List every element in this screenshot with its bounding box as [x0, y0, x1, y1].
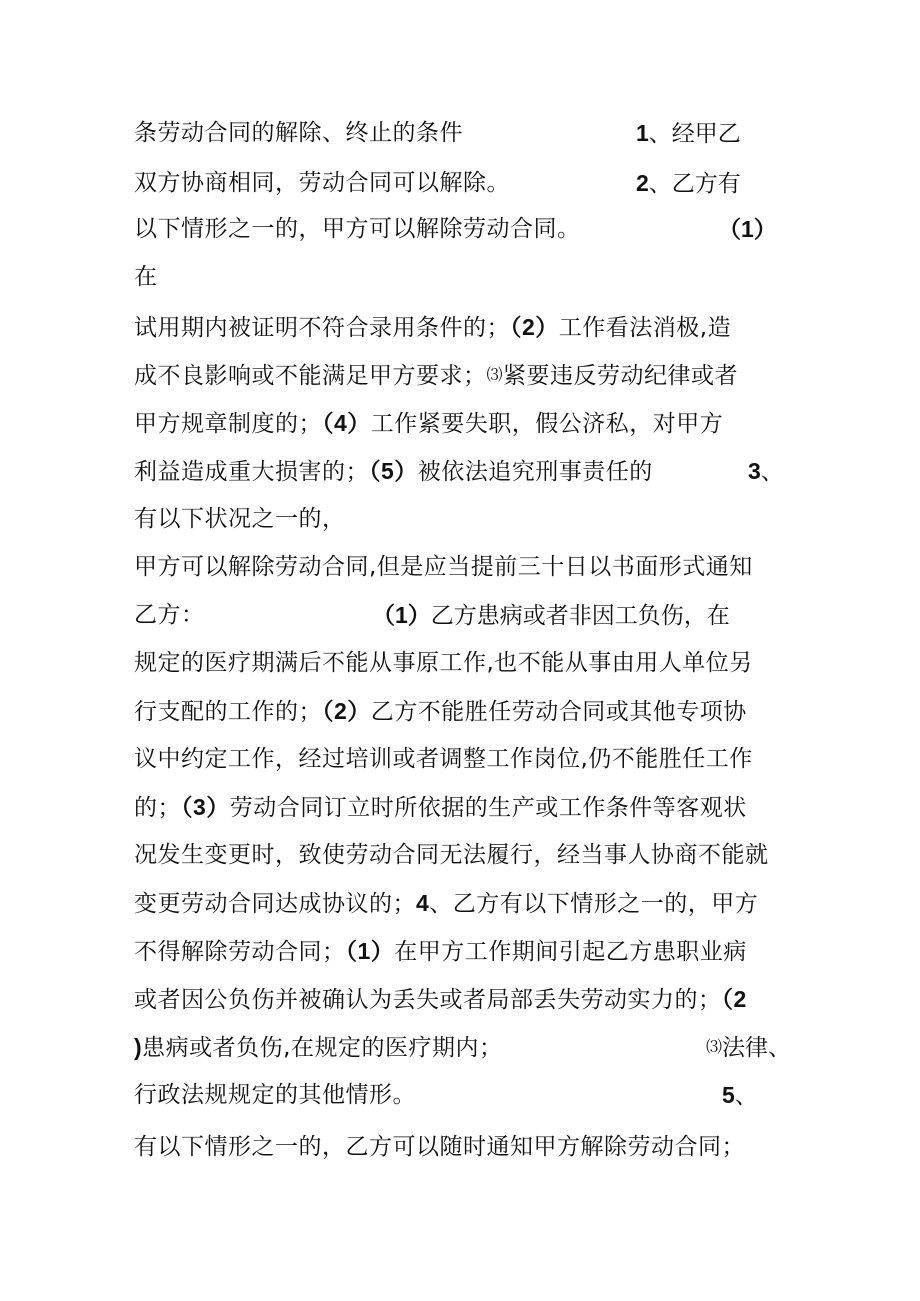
text-line [134, 646, 753, 680]
line-text: 甲方可以解除劳动合同,但是应当提前三十日以书面形式通知 [134, 554, 753, 580]
text-line: 不得解除劳动合同；（1）在甲方工作期间引起乙方患职业病 [134, 938, 747, 965]
item-number: 1、经甲乙 [636, 120, 741, 147]
text-line: 乙方： [134, 602, 205, 628]
text-line: 行支配的工作的；（2）乙方不能胜任劳动合同或其他专项协 [134, 698, 747, 725]
item-text: （1）乙方患病或者非因工负伤，在 [372, 602, 730, 629]
item-number: 3、 [748, 458, 784, 485]
text-line [134, 260, 158, 294]
text-line: 利益造成重大损害的；（5）被依法追究刑事责任的 [134, 458, 653, 485]
text-line [134, 502, 346, 536]
text-line [134, 550, 753, 584]
line-text: 双方协商相同，劳动合同可以解除。 [134, 170, 510, 196]
text-line [134, 116, 463, 150]
text-line: 行政法规规定的其他情形。 [134, 1082, 416, 1108]
item-number: 2、乙方有 [636, 170, 741, 197]
text-line: )患病或者负伤,在规定的医疗期内； [134, 1034, 503, 1061]
line-text: 以下情形之一的，甲方可以解除劳动合同。 [134, 216, 581, 242]
text-line [134, 838, 769, 872]
line-text: 条劳动合同的解除、终止的条件 [134, 120, 463, 146]
text-line: 或者因公负伤并被确认为丢失或者局部丢失劳动实力的；（2 [134, 986, 747, 1013]
text-line: 变更劳动合同达成协议的；4、乙方有以下情形之一的，甲方 [134, 890, 759, 917]
text-line: 试用期内被证明不符合录用条件的；（2）工作看法消极,造 [134, 314, 732, 341]
text-line: 成不良影响或不能满足甲方要求；⑶紧要违反劳动纪律或者 [134, 363, 739, 389]
text-line [134, 166, 510, 200]
item-text: ⑶法律、 [706, 1035, 792, 1061]
text-line [134, 1130, 745, 1164]
line-text: 有以下状况之一的， [134, 506, 346, 532]
item-number: （1） [718, 216, 777, 242]
text-line [134, 742, 753, 776]
line-text: 在 [134, 264, 158, 290]
line-text: 况发生变更时，致使劳动合同无法履行，经当事人协商不能就 [134, 842, 769, 868]
text-line [134, 212, 581, 246]
line-text: 规定的医疗期满后不能从事原工作,也不能从事由用人单位另 [134, 650, 753, 676]
text-line: 甲方规章制度的；（4）工作紧要失职，假公济私，对甲方 [134, 410, 724, 437]
item-number: 5、 [722, 1082, 758, 1109]
text-line: 的；（3）劳动合同订立时所依据的生产或工作条件等客观状 [134, 794, 747, 821]
line-text: 议中约定工作，经过培训或者调整工作岗位,仍不能胜任工作 [134, 746, 753, 772]
line-text: 有以下情形之一的，乙方可以随时通知甲方解除劳动合同； [134, 1134, 745, 1160]
